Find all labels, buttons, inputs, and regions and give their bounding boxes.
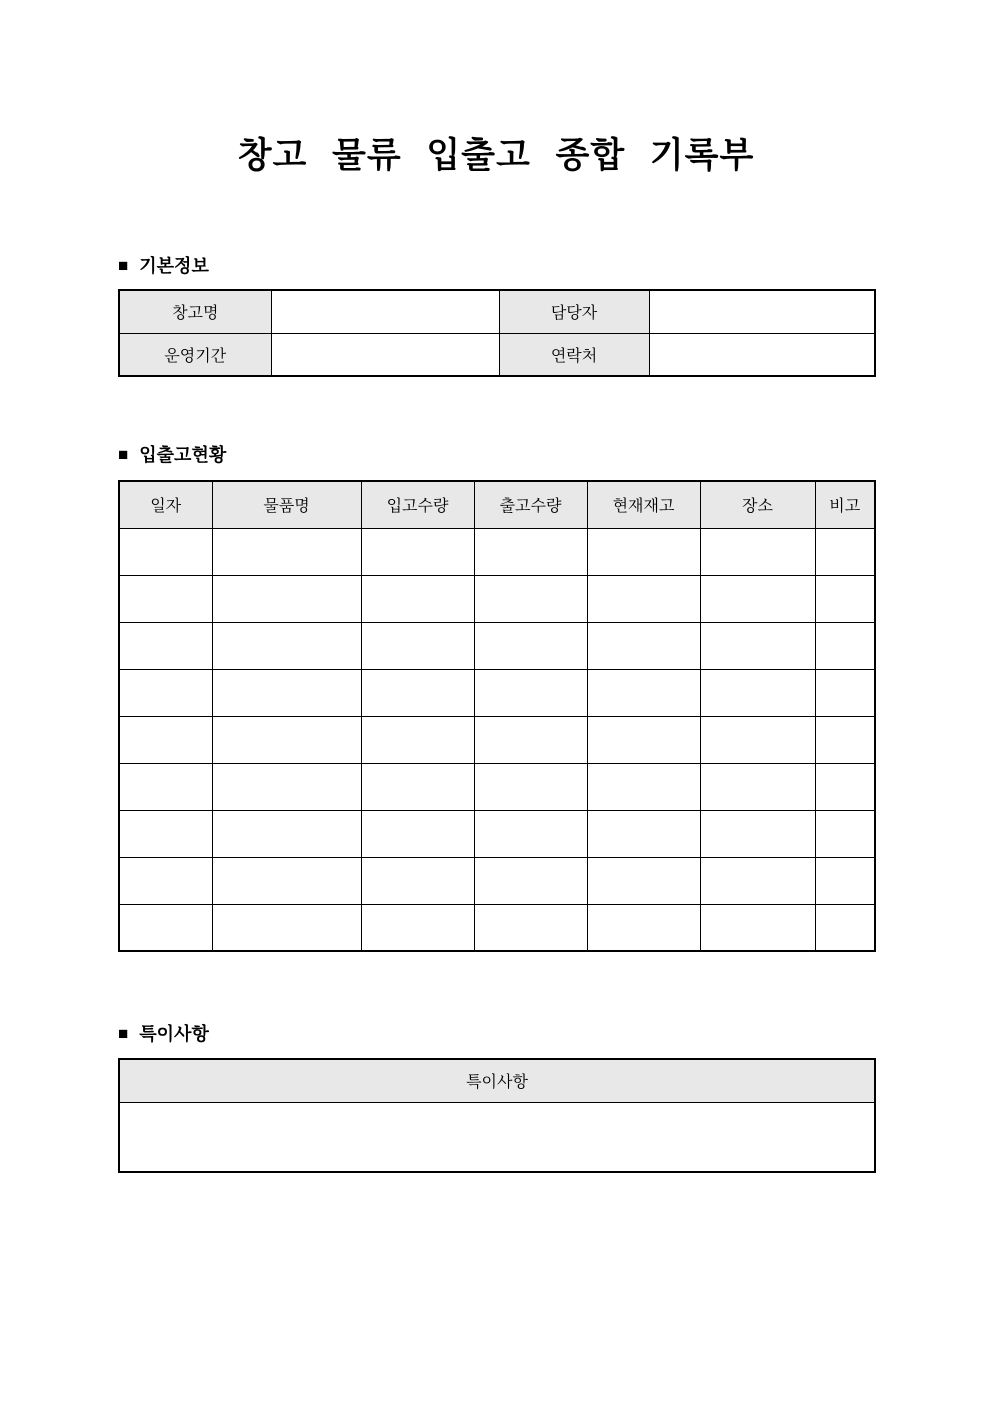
empty-cell — [815, 857, 875, 904]
logistics-header-row — [119, 481, 875, 528]
empty-cell — [474, 528, 587, 575]
notes-body-row — [119, 1102, 875, 1172]
field-label-manager: 담당자 — [499, 290, 649, 333]
empty-cell — [474, 575, 587, 622]
column-header-inbound-qty: 입고수량 — [361, 481, 474, 528]
empty-cell — [587, 904, 700, 951]
empty-cell — [212, 904, 361, 951]
notes-header-row — [119, 1059, 875, 1102]
section-bullet-icon: ■ — [118, 444, 129, 464]
section-title-notes: 특이사항 — [139, 1024, 209, 1044]
page-title: 창고 물류 입출고 종합 기록부 — [237, 136, 755, 175]
section-bullet-icon: ■ — [118, 1023, 129, 1043]
section-title-logistics: 입출고현황 — [139, 445, 227, 465]
empty-cell — [361, 763, 474, 810]
basic-info-table — [118, 289, 876, 377]
empty-cell — [119, 528, 212, 575]
table-row — [119, 810, 875, 857]
empty-cell — [361, 669, 474, 716]
table-row — [119, 857, 875, 904]
empty-cell — [212, 716, 361, 763]
section-header-basic-info — [118, 252, 209, 278]
logistics-table-body — [119, 528, 875, 951]
empty-cell — [212, 857, 361, 904]
empty-cell — [587, 810, 700, 857]
table-row — [119, 575, 875, 622]
field-label-operation-period: 운영기간 — [119, 333, 271, 376]
notes-body-cell — [119, 1102, 875, 1172]
empty-cell — [700, 810, 815, 857]
empty-cell — [474, 763, 587, 810]
empty-cell — [815, 575, 875, 622]
empty-cell — [700, 716, 815, 763]
table-row — [119, 528, 875, 575]
empty-cell — [361, 622, 474, 669]
section-title-basic-info: 기본정보 — [139, 256, 209, 276]
field-value-warehouse-name — [271, 290, 499, 333]
empty-cell — [119, 904, 212, 951]
section-header-logistics — [118, 441, 226, 467]
section-bullet-icon: ■ — [118, 255, 129, 275]
empty-cell — [815, 622, 875, 669]
column-header-outbound-qty: 출고수량 — [474, 481, 587, 528]
column-header-date: 일자 — [119, 481, 212, 528]
empty-cell — [474, 904, 587, 951]
column-header-current-stock: 현재재고 — [587, 481, 700, 528]
empty-cell — [700, 528, 815, 575]
notes-header-cell: 특이사항 — [119, 1059, 875, 1102]
empty-cell — [700, 857, 815, 904]
table-row — [119, 290, 875, 333]
empty-cell — [119, 575, 212, 622]
empty-cell — [474, 716, 587, 763]
table-row — [119, 333, 875, 376]
empty-cell — [474, 857, 587, 904]
table-row — [119, 904, 875, 951]
empty-cell — [212, 528, 361, 575]
table-row — [119, 669, 875, 716]
section-header-notes — [118, 1020, 209, 1046]
empty-cell — [361, 810, 474, 857]
empty-cell — [119, 763, 212, 810]
field-value-contact — [649, 333, 875, 376]
column-header-item-name: 물품명 — [212, 481, 361, 528]
empty-cell — [361, 857, 474, 904]
empty-cell — [361, 575, 474, 622]
empty-cell — [212, 622, 361, 669]
empty-cell — [700, 575, 815, 622]
empty-cell — [587, 528, 700, 575]
field-value-manager — [649, 290, 875, 333]
empty-cell — [474, 622, 587, 669]
field-label-contact: 연락처 — [499, 333, 649, 376]
table-row — [119, 763, 875, 810]
empty-cell — [587, 575, 700, 622]
field-label-warehouse-name: 창고명 — [119, 290, 271, 333]
empty-cell — [587, 763, 700, 810]
empty-cell — [815, 528, 875, 575]
table-row — [119, 716, 875, 763]
empty-cell — [119, 810, 212, 857]
empty-cell — [361, 716, 474, 763]
empty-cell — [212, 810, 361, 857]
empty-cell — [587, 716, 700, 763]
empty-cell — [119, 669, 212, 716]
empty-cell — [212, 763, 361, 810]
empty-cell — [474, 810, 587, 857]
empty-cell — [815, 810, 875, 857]
empty-cell — [587, 622, 700, 669]
logistics-table — [118, 480, 876, 952]
empty-cell — [700, 622, 815, 669]
field-value-operation-period — [271, 333, 499, 376]
empty-cell — [119, 857, 212, 904]
empty-cell — [700, 904, 815, 951]
table-row — [119, 622, 875, 669]
empty-cell — [587, 857, 700, 904]
empty-cell — [700, 763, 815, 810]
empty-cell — [212, 669, 361, 716]
notes-table — [118, 1058, 876, 1173]
empty-cell — [119, 716, 212, 763]
column-header-remarks: 비고 — [815, 481, 875, 528]
empty-cell — [361, 904, 474, 951]
empty-cell — [815, 763, 875, 810]
empty-cell — [815, 669, 875, 716]
empty-cell — [474, 669, 587, 716]
empty-cell — [815, 904, 875, 951]
empty-cell — [815, 716, 875, 763]
empty-cell — [587, 669, 700, 716]
empty-cell — [361, 528, 474, 575]
empty-cell — [700, 669, 815, 716]
column-header-location: 장소 — [700, 481, 815, 528]
empty-cell — [212, 575, 361, 622]
empty-cell — [119, 622, 212, 669]
